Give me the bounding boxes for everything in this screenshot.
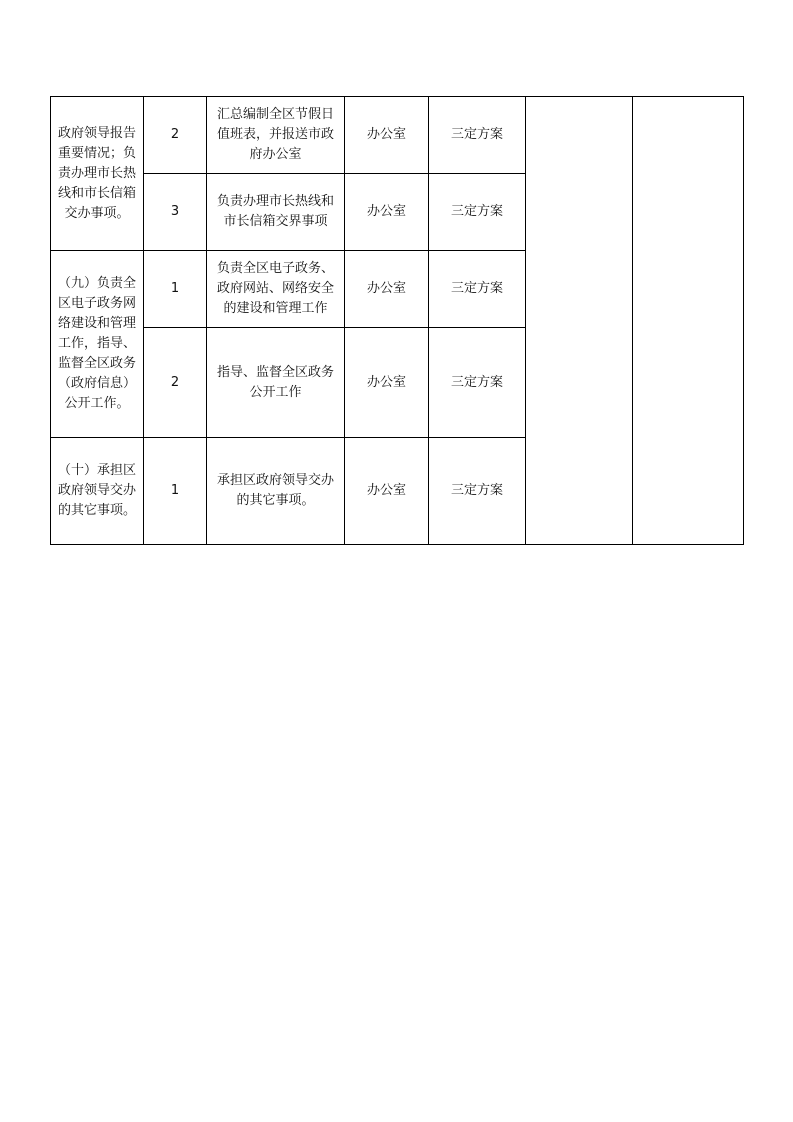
item-department-cell xyxy=(345,438,429,545)
item-index: 2 xyxy=(170,374,180,390)
duty-matter-text: 政府领导报告重要情况；负责办理市长热线和市长信箱交办事项。 xyxy=(57,125,136,221)
item-department: 办公室 xyxy=(366,127,406,142)
item-basis-cell xyxy=(429,251,526,328)
item-task: 汇总编制全区节假日值班表，并报送市政府办公室 xyxy=(216,107,334,162)
item-department: 办公室 xyxy=(366,281,406,296)
item-task: 负责全区电子政务、政府网站、网络安全的建设和管理工作 xyxy=(216,261,334,316)
item-index: 1 xyxy=(170,483,180,498)
item-department-cell xyxy=(345,251,429,328)
item-task: 负责办理市长热线和市长信箱交界事项 xyxy=(216,194,334,229)
item-task: 指导、监督全区政务公开工作 xyxy=(216,364,334,400)
item-task-cell xyxy=(207,174,345,251)
item-department-cell xyxy=(345,328,429,438)
item-basis: 三定方案 xyxy=(450,127,503,142)
table-row xyxy=(51,97,744,174)
item-index-cell xyxy=(144,328,207,438)
duty-matter-cell xyxy=(51,97,144,251)
item-index-cell xyxy=(144,97,207,174)
extra-column-cell xyxy=(526,97,633,545)
item-department: 办公室 xyxy=(366,374,406,390)
item-index-cell xyxy=(144,174,207,251)
item-index: 3 xyxy=(170,204,180,219)
duty-matter-text: （十）承担区政府领导交办的其它事项。 xyxy=(57,463,136,518)
duty-table xyxy=(50,96,744,545)
item-index: 2 xyxy=(170,127,180,142)
item-department: 办公室 xyxy=(366,483,406,498)
item-task: 承担区政府领导交办的其它事项。 xyxy=(216,473,334,508)
item-index-cell xyxy=(144,251,207,328)
item-index: 1 xyxy=(170,281,180,296)
item-basis-cell xyxy=(429,97,526,174)
duty-matter-text: （九）负责全区电子政务网络建设和管理工作，指导、监督全区政务（政府信息）公开工作。 xyxy=(57,276,136,411)
item-department: 办公室 xyxy=(366,204,406,219)
item-department-cell xyxy=(345,97,429,174)
item-task-cell xyxy=(207,438,345,545)
item-task-cell xyxy=(207,328,345,438)
item-basis-cell xyxy=(429,438,526,545)
duty-matter-cell xyxy=(51,438,144,545)
duty-matter-cell xyxy=(51,251,144,438)
item-index-cell xyxy=(144,438,207,545)
item-basis: 三定方案 xyxy=(450,204,503,219)
item-basis-cell xyxy=(429,328,526,438)
item-basis: 三定方案 xyxy=(450,374,503,390)
item-task-cell xyxy=(207,97,345,174)
item-basis-cell xyxy=(429,174,526,251)
extra-column-cell xyxy=(633,97,744,545)
item-task-cell xyxy=(207,251,345,328)
item-basis: 三定方案 xyxy=(450,483,503,498)
item-basis: 三定方案 xyxy=(450,281,503,296)
item-department-cell xyxy=(345,174,429,251)
